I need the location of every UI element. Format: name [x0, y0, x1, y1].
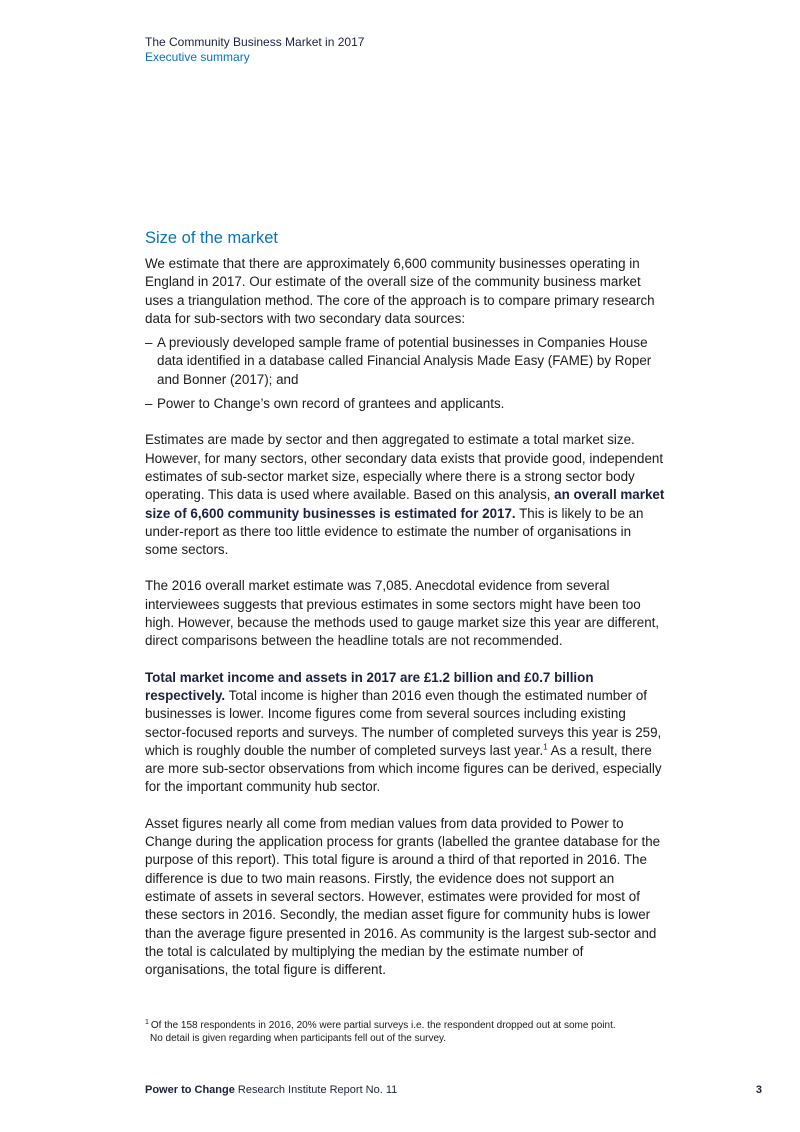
intro-paragraph: We estimate that there are approximately 6,600 community businesses operating in England in 2017. Our estimate of the overall size of the community business market uses a triangulation method. The core of the approach is to compare primary research data for sub-sectors with two secondary data sources: — [145, 256, 655, 326]
paragraph-text: As a result, there are more sub-sector observations from which income figures can be derived, especially for the important community hub sector. — [145, 742, 662, 795]
page-number: 3 — [755, 1084, 762, 1096]
assets-paragraph: Asset figures nearly all come from median values from data provided to Power to Change during the application process for grants (labelled the grantee database for the purpose of this report). This total figure is around a third of that reported in 2016. The difference is due to two main reasons. Firstly, the evidence does not support an estimate of assets in several sectors. However, estimates were provided for most of these sectors in 2016. Secondly, the median asset figure for community hubs is lower than the average figure presented in 2016. As community is the largest sub-sector and the total is calculated by multiplying the median by the estimate number of organisations, the total figure is different. — [145, 815, 661, 978]
list-item-text: Power to Change’s own record of grantees and applicants. — [157, 396, 505, 412]
section-heading: Size of the market — [145, 229, 278, 247]
key-finding-income-assets: Total market income and assets in 2017 are £1.2 billion and £0.7 billion respectively. — [145, 669, 594, 703]
footnote — [145, 1019, 685, 1045]
footer-report-name: Research Institute Report No. 11 — [234, 1084, 398, 1096]
list-item — [145, 395, 665, 413]
page-footer — [145, 1083, 762, 1097]
list-item — [145, 334, 665, 389]
footnote-reference[interactable]: 1 — [543, 742, 548, 752]
footnote-number: 1 — [145, 1018, 149, 1026]
paragraph-text: This is likely to be an under-report as there too little evidence to estimate the number of organisations in some sectors. — [145, 505, 644, 558]
document-title: The Community Business Market in 2017 — [145, 35, 365, 49]
footer-organisation: Power to Change — [145, 1084, 235, 1096]
dash-bullet-icon: – — [145, 335, 153, 351]
income-paragraph — [145, 669, 665, 797]
estimates-paragraph — [145, 431, 665, 559]
dash-bullet-icon: – — [145, 396, 153, 412]
comparison-paragraph: The 2016 overall market estimate was 7,085. Anecdotal evidence from several interviewees suggests that previous estimates in some sectors might have been too high. However, because the methods used to gauge market size this year are different, direct comparisons between the headline totals are not recommended. — [145, 578, 660, 649]
list-item-text: A previously developed sample frame of potential businesses in Companies House data identified in a database called Financial Analysis Made Easy (FAME) by Roper and Bonner (2017); and — [157, 335, 652, 387]
key-finding-market-size: an overall market size of 6,600 community businesses is estimated for 2017. — [145, 487, 665, 521]
section-name: Executive summary — [145, 50, 250, 64]
footnote-text: Of the 158 respondents in 2016, 20% were partial surveys i.e. the respondent dropped out at some point. — [150, 1020, 616, 1031]
running-header — [145, 35, 364, 65]
paragraph-text: Estimates are made by sector and then aggregated to estimate a total market size. However, for many sectors, other secondary data exists that provide good, independent estimates of sub-sector market size, especially where there is a strong sector body operating. This data is used where available. Based on this analysis, — [145, 432, 664, 503]
main-content — [145, 227, 665, 997]
footnote-text-continued: No detail is given regarding when participants fell out of the survey. — [150, 1033, 447, 1044]
data-sources-list — [145, 334, 665, 413]
paragraph-text: Total income is higher than 2016 even though the estimated number of businesses is lower. Income figures come from several sources including existing sector-focused reports and surveys. The number of completed surveys this year is 259, which is roughly double the number of completed surveys last year. — [145, 687, 662, 758]
